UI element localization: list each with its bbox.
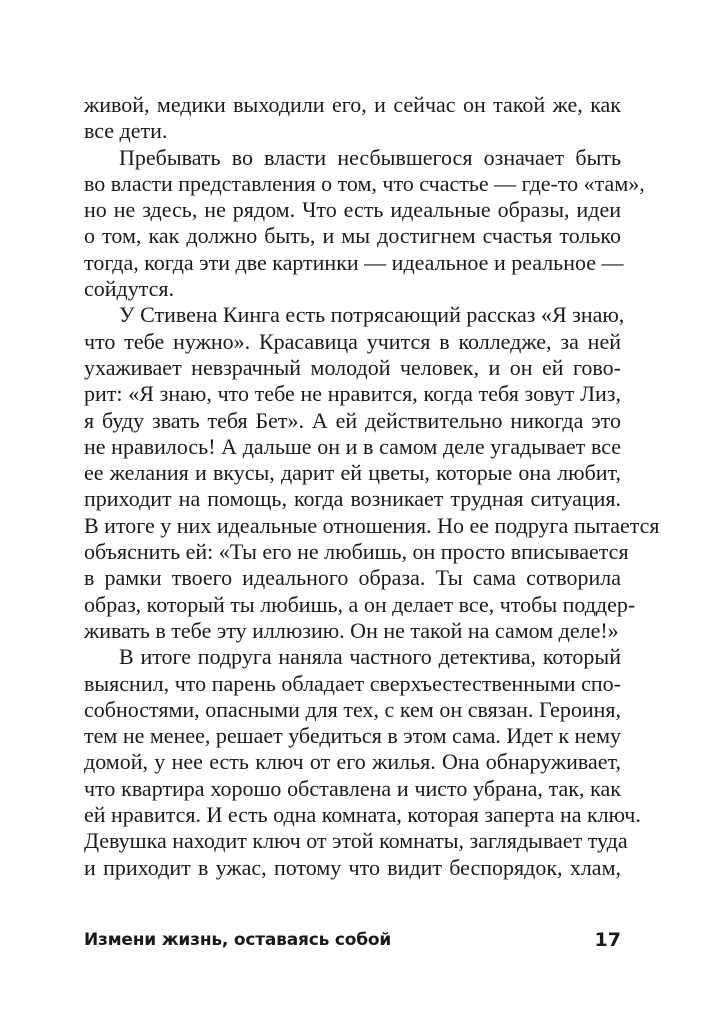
- text-line: и приходит в ужас, потому что видит беспорядок, хлам,: [84, 854, 621, 880]
- text-line: У Стивена Кинга есть потрясающий рассказ «Я знаю,: [119, 302, 625, 328]
- text-line: образ, который ты любишь, а он делает все, чтобы поддер-: [84, 591, 636, 617]
- text-line: но не здесь, не рядом. Что есть идеальные образы, идеи: [84, 197, 621, 223]
- text-line: выяснил, что парень обладает сверхъестественными спо-: [84, 670, 621, 696]
- body-text: [84, 92, 660, 881]
- text-line: домой, у нее есть ключ от его жилья. Она обнаруживает,: [84, 749, 621, 775]
- text-line: во власти представления о том, что счастье — где-то «там»,: [84, 170, 645, 196]
- text-line: живой, медики выходили его, и сейчас он такой же, как: [84, 92, 621, 117]
- book-title: Измени жизнь, оставаясь собой: [84, 930, 392, 950]
- text-line: что тебе нужно». Красавица учится в колледже, за ней: [84, 328, 621, 354]
- text-line: ей нравится. И есть одна комната, которая заперта на ключ.: [84, 802, 641, 828]
- text-line: Пребывать во власти несбывшегося означает быть: [119, 144, 621, 170]
- page-number: 17: [594, 929, 621, 951]
- text-line: все дети.: [84, 118, 168, 144]
- text-line: Девушка находит ключ от этой комнаты, заглядывает туда: [84, 828, 628, 854]
- text-line: живать в тебе эту иллюзию. Он не такой на самом деле!»: [84, 617, 619, 643]
- text-line: В итоге у них идеальные отношения. Но ее подруга пытается: [84, 512, 660, 538]
- text-line: сойдутся.: [84, 276, 174, 302]
- text-line: я буду звать тебя Бет». А ей действительно никогда это: [84, 407, 621, 433]
- text-line: В итоге подруга наняла частного детектива, который: [119, 644, 621, 670]
- text-line: приходит на помощь, когда возникает трудная ситуация.: [84, 486, 621, 512]
- text-line: о том, как должно быть, и мы достигнем счастья только: [84, 223, 621, 249]
- text-line: тогда, когда эти две картинки — идеальное и реальное —: [84, 249, 624, 275]
- text-line: что квартира хорошо обставлена и чисто убрана, так, как: [84, 775, 621, 801]
- text-line: объяснить ей: «Ты его не любишь, он просто вписывается: [84, 539, 629, 565]
- text-line: ухаживает невзрачный молодой человек, и он ей гово-: [84, 354, 621, 380]
- text-line: рит: «Я знаю, что тебе не нравится, когда тебя зовут Лиз,: [84, 381, 621, 407]
- text-line: тем не менее, решает убедиться в этом сама. Идет к нему: [84, 723, 621, 749]
- text-line: в рамки твоего идеального образа. Ты сама сотворила: [84, 565, 621, 591]
- text-line: не нравилось! А дальше он и в самом деле угадывает все: [84, 433, 621, 459]
- text-line: ее желания и вкусы, дарит ей цветы, которые она любит,: [84, 460, 621, 486]
- page-footer: [84, 926, 621, 954]
- text-line: собностями, опасными для тех, с кем он связан. Героиня,: [84, 696, 621, 722]
